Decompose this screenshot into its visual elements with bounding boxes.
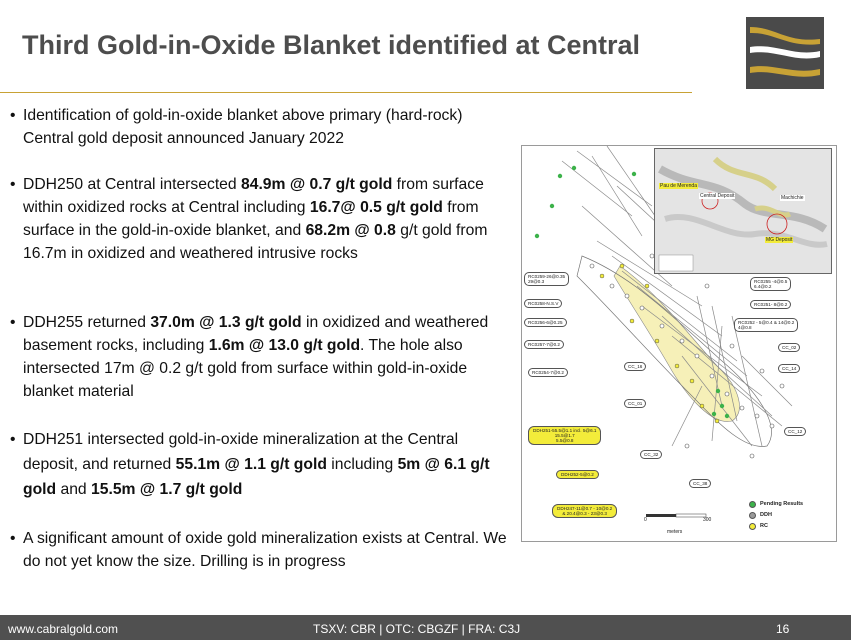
location-inset-map	[654, 148, 832, 274]
inset-label-central: Central Deposit	[700, 193, 735, 199]
drill-map	[521, 145, 837, 542]
yellow-tag-ddh251: DDH251-55.5@1.1 incl. 5@6.1 15.5@1.7 5.5@0.8	[528, 426, 601, 445]
footer-bar	[0, 615, 851, 640]
bullet-text: including	[326, 456, 398, 473]
cc-label-02: CC_02	[778, 343, 800, 352]
legend-rc: RC	[749, 521, 803, 532]
hole-tag-rc0257: RC0257-7@0.2	[524, 340, 564, 349]
bullet-text: DDH250 at Central intersected	[23, 176, 241, 193]
hole-tag-rc0251: RC0251- 8@0.2	[750, 300, 791, 309]
scale-unit: meters	[667, 529, 683, 535]
legend-rc-swatch	[749, 523, 756, 530]
inset-label-pau-de-merenda: Pau de Merenda	[660, 183, 697, 189]
bold-figure: 16.7@ 0.5 g/t gold	[309, 199, 443, 216]
inset-label-machichie: Machichie	[781, 195, 804, 201]
legend-ddh-swatch	[749, 512, 756, 519]
bullet-2	[10, 173, 510, 265]
hole-tag-rc0252: RC0252 - 5@0.4 & 14@0.2 4@0.8	[734, 318, 798, 332]
bullet-text: from surface within oxidized rocks at Central including	[23, 176, 484, 216]
scale-end: 300	[703, 517, 712, 523]
bullet-3	[10, 311, 510, 403]
map-legend	[749, 499, 803, 532]
legend-ddh: DDH	[749, 510, 803, 521]
inset-label-mg: MG Deposit	[766, 237, 793, 243]
bullet-5	[10, 527, 510, 573]
footer-tickers: TSXV: CBR | OTC: CBGZF | FRA: C3J	[313, 622, 521, 636]
footer-page-number: 16	[776, 622, 790, 636]
hole-tag-rc0258: RC0258-N.S.V	[524, 299, 562, 308]
cc-label-16: CC_16	[624, 362, 646, 371]
hole-tag-rc0255: RC0255 -4@0.5 6.4@0.2	[750, 277, 791, 291]
bullet-1	[10, 104, 510, 150]
bold-figure: 37.0m @ 1.3 g/t gold	[150, 314, 302, 331]
footer-website[interactable]: www.cabralgold.com	[8, 622, 119, 636]
bullet-text: DDH255 returned	[23, 314, 151, 331]
title-divider	[0, 92, 692, 93]
bold-figure: 15.5m @ 1.7 g/t gold	[91, 481, 243, 498]
legend-pending-swatch	[749, 501, 756, 508]
hole-tag-rc0254: RC0254-7@0.2	[528, 368, 568, 377]
bullet-text: in oxidized and weathered basement rocks, including	[23, 314, 489, 354]
yellow-tag-ddh252: DDH252-5@0.2	[556, 470, 599, 479]
bullet-text: from surface in the gold-in-oxide blanket, and	[23, 199, 479, 239]
bullet-text: Identification of gold-in-oxide blanket above primary (hard-rock) Central gold deposit announced January 2022	[23, 107, 463, 147]
page-title: Third Gold-in-Oxide Blanket identified at Central	[22, 30, 641, 60]
cc-label-14: CC_14	[778, 364, 800, 373]
yellow-tag-ddh247: DDH247-11@0.7 - 10@0.2 & 20.4@0.3 - 23@0.3	[552, 504, 617, 518]
bold-figure: 84.9m @ 0.7 g/t gold	[241, 176, 393, 193]
bullet-text: and	[56, 481, 92, 498]
company-logo	[746, 17, 824, 89]
bold-figure: 1.6m @ 13.0 g/t gold	[208, 337, 361, 354]
bullet-text: . The hole also intersected 17m @ 0.2 g/t gold from surface within gold-in-oxide blanket material	[23, 337, 468, 400]
bold-figure: 55.1m @ 1.1 g/t gold	[175, 456, 327, 473]
bullet-text: DDH251 intersected gold-in-oxide mineralization at the Central deposit, and returned	[23, 431, 459, 473]
scale-start: 0	[644, 517, 647, 523]
hole-tag-rc0256: RC0256-6@0.25	[524, 318, 567, 327]
legend-pending: Pending Results	[749, 499, 803, 510]
cc-label-12: CC_12	[784, 427, 806, 436]
cc-label-32: CC_32	[640, 450, 662, 459]
cc-label-38: CC_38	[689, 479, 711, 488]
cc-label-01: CC_01	[624, 399, 646, 408]
bold-figure: 5m @ 6.1 g/t gold	[23, 456, 490, 498]
bullet-text: g/t gold from 16.7m in oxidized and weathered intrusive rocks	[23, 222, 488, 262]
hole-tag-rc0259: RC0259-26@0.35 29@0.3	[524, 272, 569, 286]
bullet-4	[10, 427, 510, 502]
bullet-text: A significant amount of oxide gold mineralization exists at Central. We do not yet know the size. Drilling is in progress	[23, 530, 507, 570]
inset-terrain	[655, 149, 831, 273]
bold-figure: 68.2m @ 0.8	[305, 222, 396, 239]
